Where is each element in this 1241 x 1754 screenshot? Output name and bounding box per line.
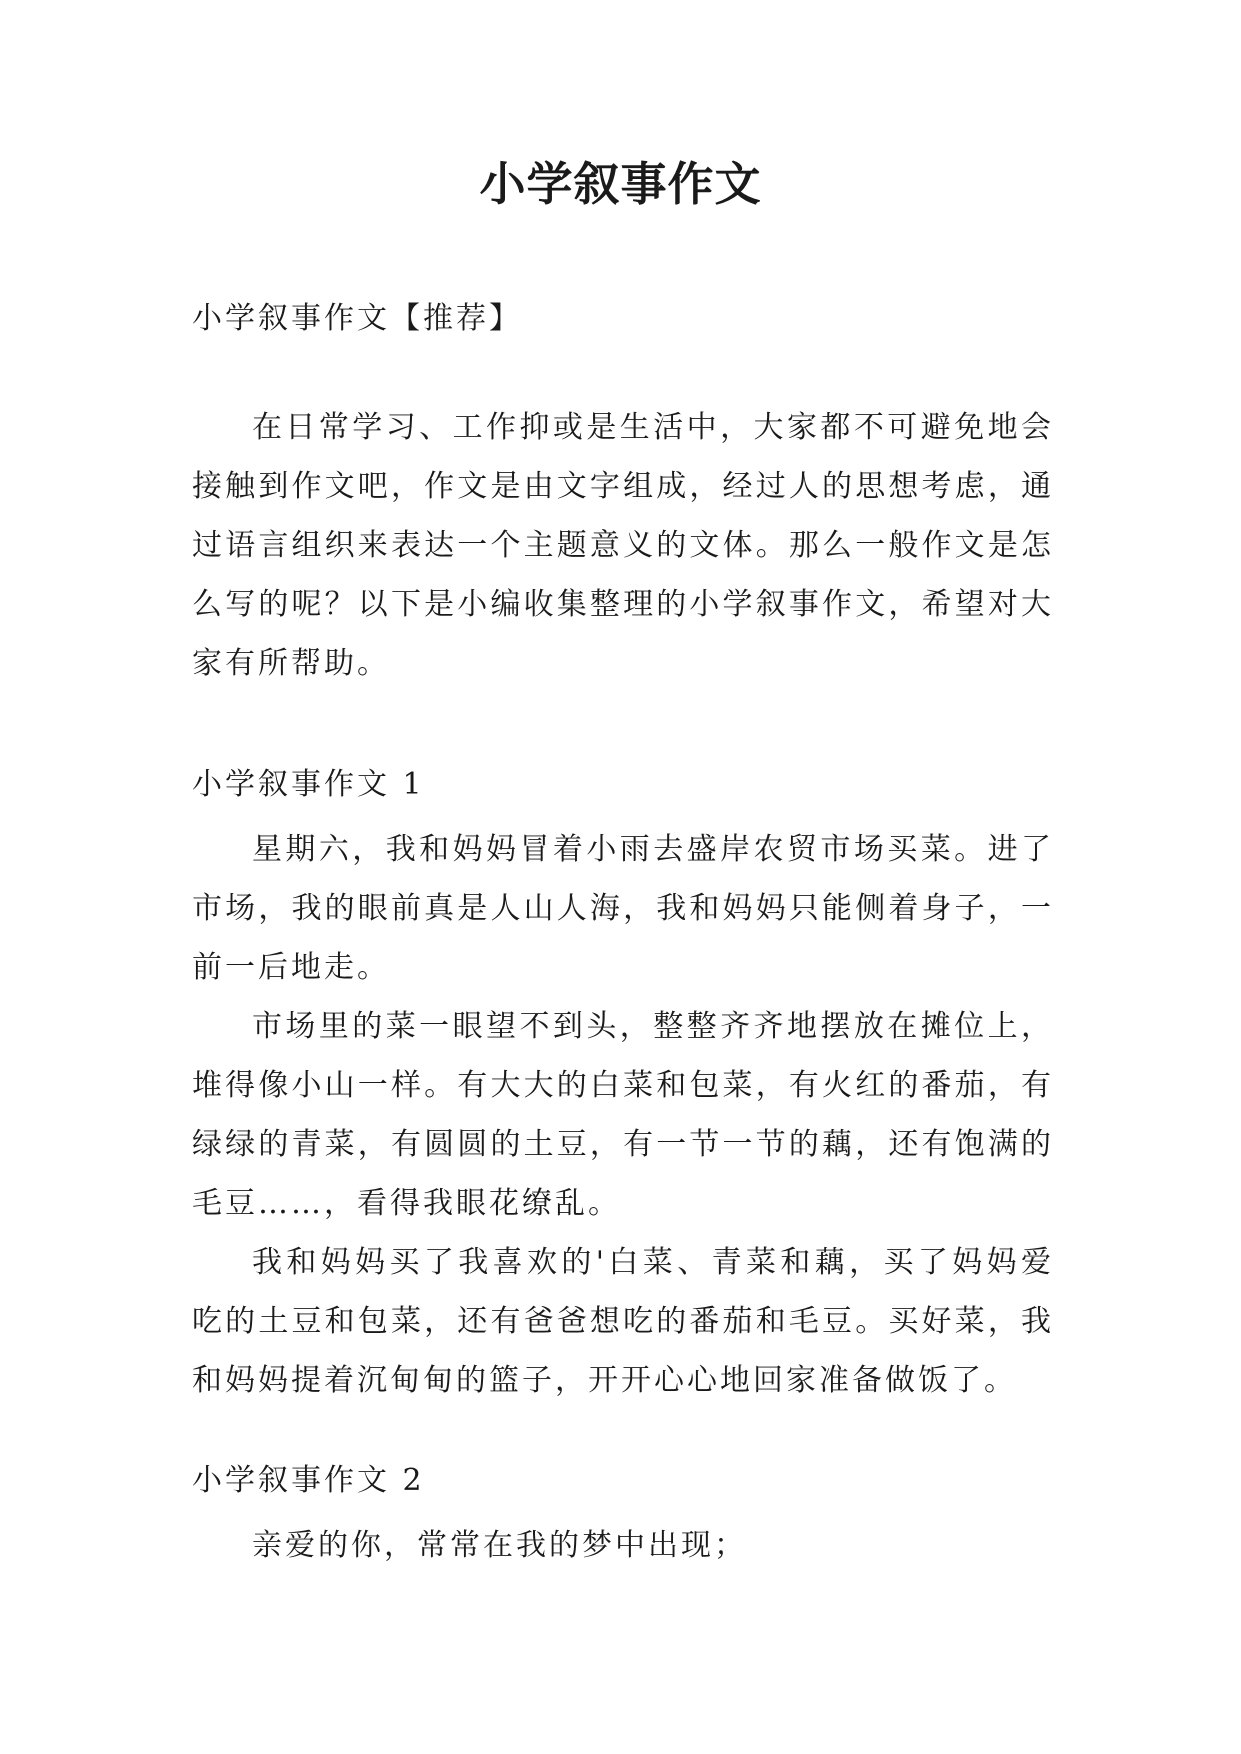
- document-subtitle: 小学叙事作文【推荐】: [192, 301, 522, 336]
- essay-section-2: [192, 1456, 1054, 1575]
- section-body: [192, 1516, 1054, 1575]
- section-paragraph: 市场里的菜一眼望不到头，整整齐齐地摆放在摊位上，堆得像小山一样。有大大的白菜和包菜，有火红的番茄，有绿绿的青菜，有圆圆的土豆，有一节一节的藕，还有饱满的毛豆……，看得我眼花缭乱。: [192, 1009, 1054, 1221]
- document-title: 小学叙事作文: [479, 157, 762, 211]
- section-body: [192, 820, 1054, 1410]
- intro-paragraph: 在日常学习、工作抑或是生活中，大家都不可避免地会接触到作文吧，作文是由文字组成，经过人的思想考虑，通过语言组织来表达一个主题意义的文体。那么一般作文是怎么写的呢？以下是小编收集整理的小学叙事作文，希望对大家有所帮助。: [192, 410, 1054, 681]
- section-paragraph: 亲爱的你，常常在我的梦中出现；: [252, 1528, 747, 1563]
- section-paragraph: 我和妈妈买了我喜欢的'白菜、青菜和藕，买了妈妈爱吃的土豆和包菜，还有爸爸想吃的番茄和毛豆。买好菜，我和妈妈提着沉甸甸的篮子，开开心心地回家准备做饭了。: [192, 1245, 1054, 1398]
- essay-section-1: [192, 760, 1054, 1410]
- section-paragraph: 星期六，我和妈妈冒着小雨去盛岸农贸市场买菜。进了市场，我的眼前真是人山人海，我和妈妈只能侧着身子，一前一后地走。: [192, 832, 1054, 985]
- section-heading: 小学叙事作文 1: [192, 767, 425, 802]
- section-heading: 小学叙事作文 2: [192, 1463, 425, 1498]
- intro-block: [192, 398, 1054, 693]
